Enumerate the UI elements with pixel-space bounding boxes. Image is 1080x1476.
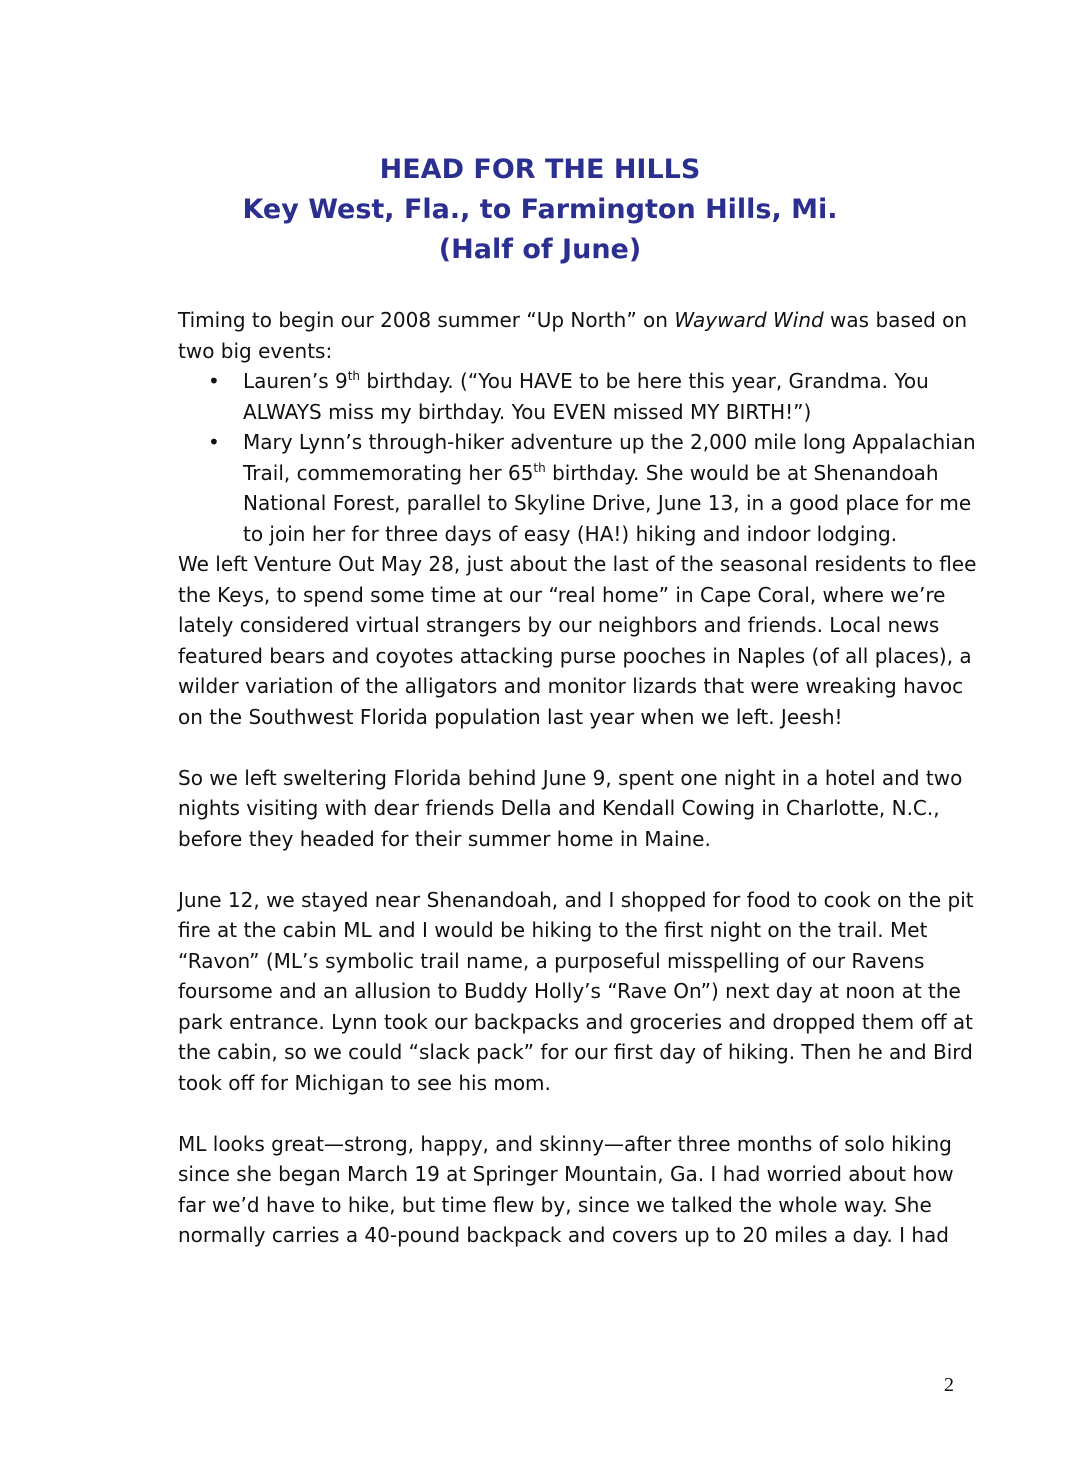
list-item: • Mary Lynn’s through-hiker adventure up the 2,000 mile long Appalachian Trail, commemorating her 65th birthday. She would be at Shenandoah National Forest, parallel to Skyline Drive, June 13, in a good place for me to join her for three days of easy (HA!) hiking and indoor lodging. bbox=[178, 427, 978, 549]
list-item: • Lauren’s 9th birthday. (“You HAVE to be here this year, Grandma. You ALWAYS miss my birthday. You EVEN missed MY BIRTH!”) bbox=[178, 366, 978, 427]
bullet-icon: • bbox=[208, 430, 220, 454]
bullet-icon: • bbox=[208, 369, 220, 393]
paragraph-hiking: ML looks great—strong, happy, and skinny—after three months of solo hiking since she began March 19 at Springer Mountain, Ga. I had worried about how far we’d have to hike, but time flew by, since we talked the whole way. She normally carries a 40-pound backpack and covers up to 20 miles a day. I had bbox=[178, 1131, 954, 1247]
ordinal-suffix: th bbox=[533, 460, 546, 475]
ordinal-suffix: th bbox=[347, 369, 361, 383]
page-number: 2 bbox=[944, 1374, 954, 1396]
route-subtitle: Key West, Fla., to Farmington Hills, Mi. bbox=[242, 194, 838, 225]
period-subtitle: (Half of June) bbox=[438, 234, 642, 265]
body-text bbox=[178, 305, 978, 1251]
paragraph-charlotte: So we left sweltering Florida behind June 9, spent one night in a hotel and two nights visiting with dear friends Della and Kendall Cowing in Charlotte, N.C., before they headed for their summer home in Maine. bbox=[178, 765, 963, 851]
paragraph-shenandoah: June 12, we stayed near Shenandoah, and I shopped for food to cook on the pit fire at the cabin ML and I would be hiking to the first night on the trail. Met “Ravon” (ML’s symbolic trail name, a purposeful misspelling of our Ravens foursome and an allusion to Buddy Holly’s “Rave On”) next day at noon at the park entrance. Lynn took our backpacks and groceries and dropped them off at the cabin, so we could “slack pack” for our first day of hiking. Then he and Bird took off for Michigan to see his mom. bbox=[178, 887, 974, 1095]
intro-paragraph: Timing to begin our 2008 summer “Up North” on Wayward Wind was based on two big events: bbox=[178, 308, 968, 363]
events-list bbox=[178, 366, 978, 549]
paragraph-venture-out: We left Venture Out May 28, just about the last of the seasonal residents to flee the Keys, to spend some time at our “real home” in Cape Coral, where we’re lately considered virtual strangers by our neighbors and friends. Local news featured bears and coyotes attacking purse pooches in Naples (of all places), a wilder variation of the alligators and monitor lizards that were wreaking havoc on the Southwest Florida population last year when we left. Jeesh! bbox=[178, 552, 977, 729]
chapter-title: HEAD FOR THE HILLS bbox=[379, 154, 701, 185]
boat-name: Wayward Wind bbox=[674, 308, 824, 332]
paragraph-spacer bbox=[178, 1098, 978, 1129]
title-block bbox=[0, 150, 1080, 270]
paragraph-spacer bbox=[178, 732, 978, 763]
paragraph-spacer bbox=[178, 854, 978, 885]
